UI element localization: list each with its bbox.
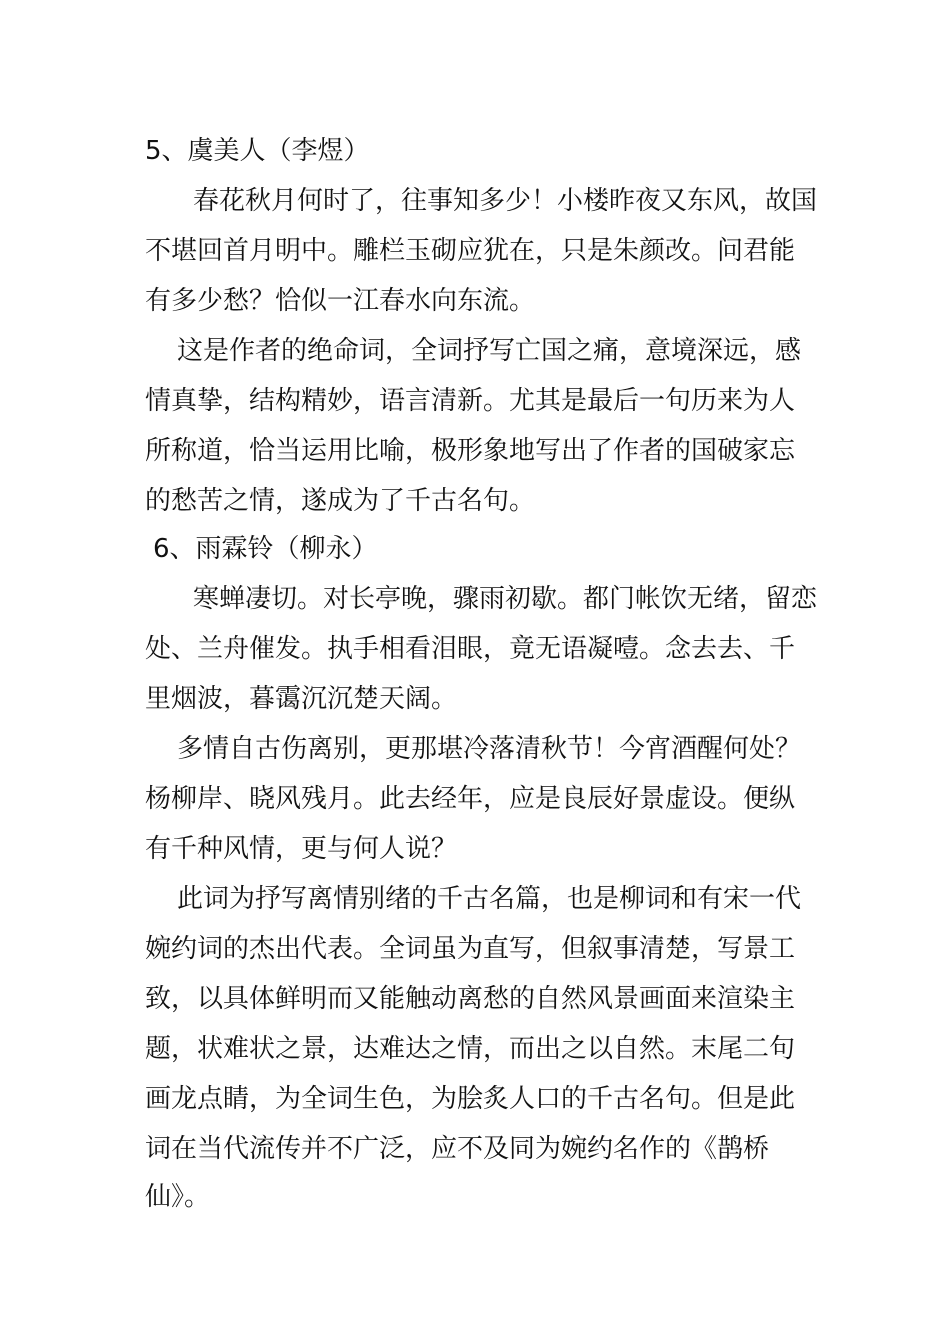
commentary-5-line-1: 这是作者的绝命词，全词抒写亡国之痛，意境深远，感: [177, 336, 802, 366]
poem-5-line-1: 春花秋月何时了，往事知多少！小楼昨夜又东风，故国: [193, 186, 818, 216]
commentary-5-line-4: 的愁苦之情，遂成为了千古名句。: [145, 486, 536, 516]
commentary-6-line-5: 画龙点睛，为全词生色，为脍炙人口的千古名句。但是此: [145, 1084, 796, 1114]
poem-6-line-5: 杨柳岸、晓风残月。此去经年，应是良辰好景虚设。便纵: [145, 784, 796, 814]
poem-5-line-3: 有多少愁？恰似一江春水向东流。: [145, 286, 536, 316]
commentary-6-line-3: 致，以具体鲜明而又能触动离愁的自然风景画面来渲染主: [145, 984, 796, 1014]
heading-poem-6: 6、雨霖铃（柳永）: [153, 534, 378, 564]
commentary-6-line-2: 婉约词的杰出代表。全词虽为直写，但叙事清楚，写景工: [145, 934, 796, 964]
commentary-6-line-4: 题，状难状之景，达难达之情，而出之以自然。末尾二句: [145, 1034, 796, 1064]
heading-poem-5: 5、虞美人（李煜）: [145, 136, 370, 166]
poem-6-line-1: 寒蝉凄切。对长亭晚，骤雨初歇。都门帐饮无绪，留恋: [193, 584, 818, 614]
poem-5-line-2: 不堪回首月明中。雕栏玉砌应犹在，只是朱颜改。问君能: [145, 236, 796, 266]
commentary-6-line-1: 此词为抒写离情别绪的千古名篇，也是柳词和有宋一代: [177, 884, 802, 914]
commentary-6-line-7: 仙》。: [145, 1182, 211, 1212]
poem-6-line-4: 多情自古伤离别，更那堪冷落清秋节！今宵酒醒何处？: [177, 734, 802, 764]
poem-6-line-3: 里烟波，暮霭沉沉楚天阔。: [145, 684, 458, 714]
poem-6-line-2: 处、兰舟催发。执手相看泪眼，竟无语凝噎。念去去、千: [145, 634, 796, 664]
commentary-5-line-2: 情真挚，结构精妙，语言清新。尤其是最后一句历来为人: [145, 386, 796, 416]
poem-6-line-6: 有千种风情，更与何人说？: [145, 834, 458, 864]
commentary-6-line-6: 词在当代流传并不广泛，应不及同为婉约名作的《鹊桥: [145, 1134, 770, 1164]
commentary-5-line-3: 所称道，恰当运用比喻，极形象地写出了作者的国破家忘: [145, 436, 796, 466]
